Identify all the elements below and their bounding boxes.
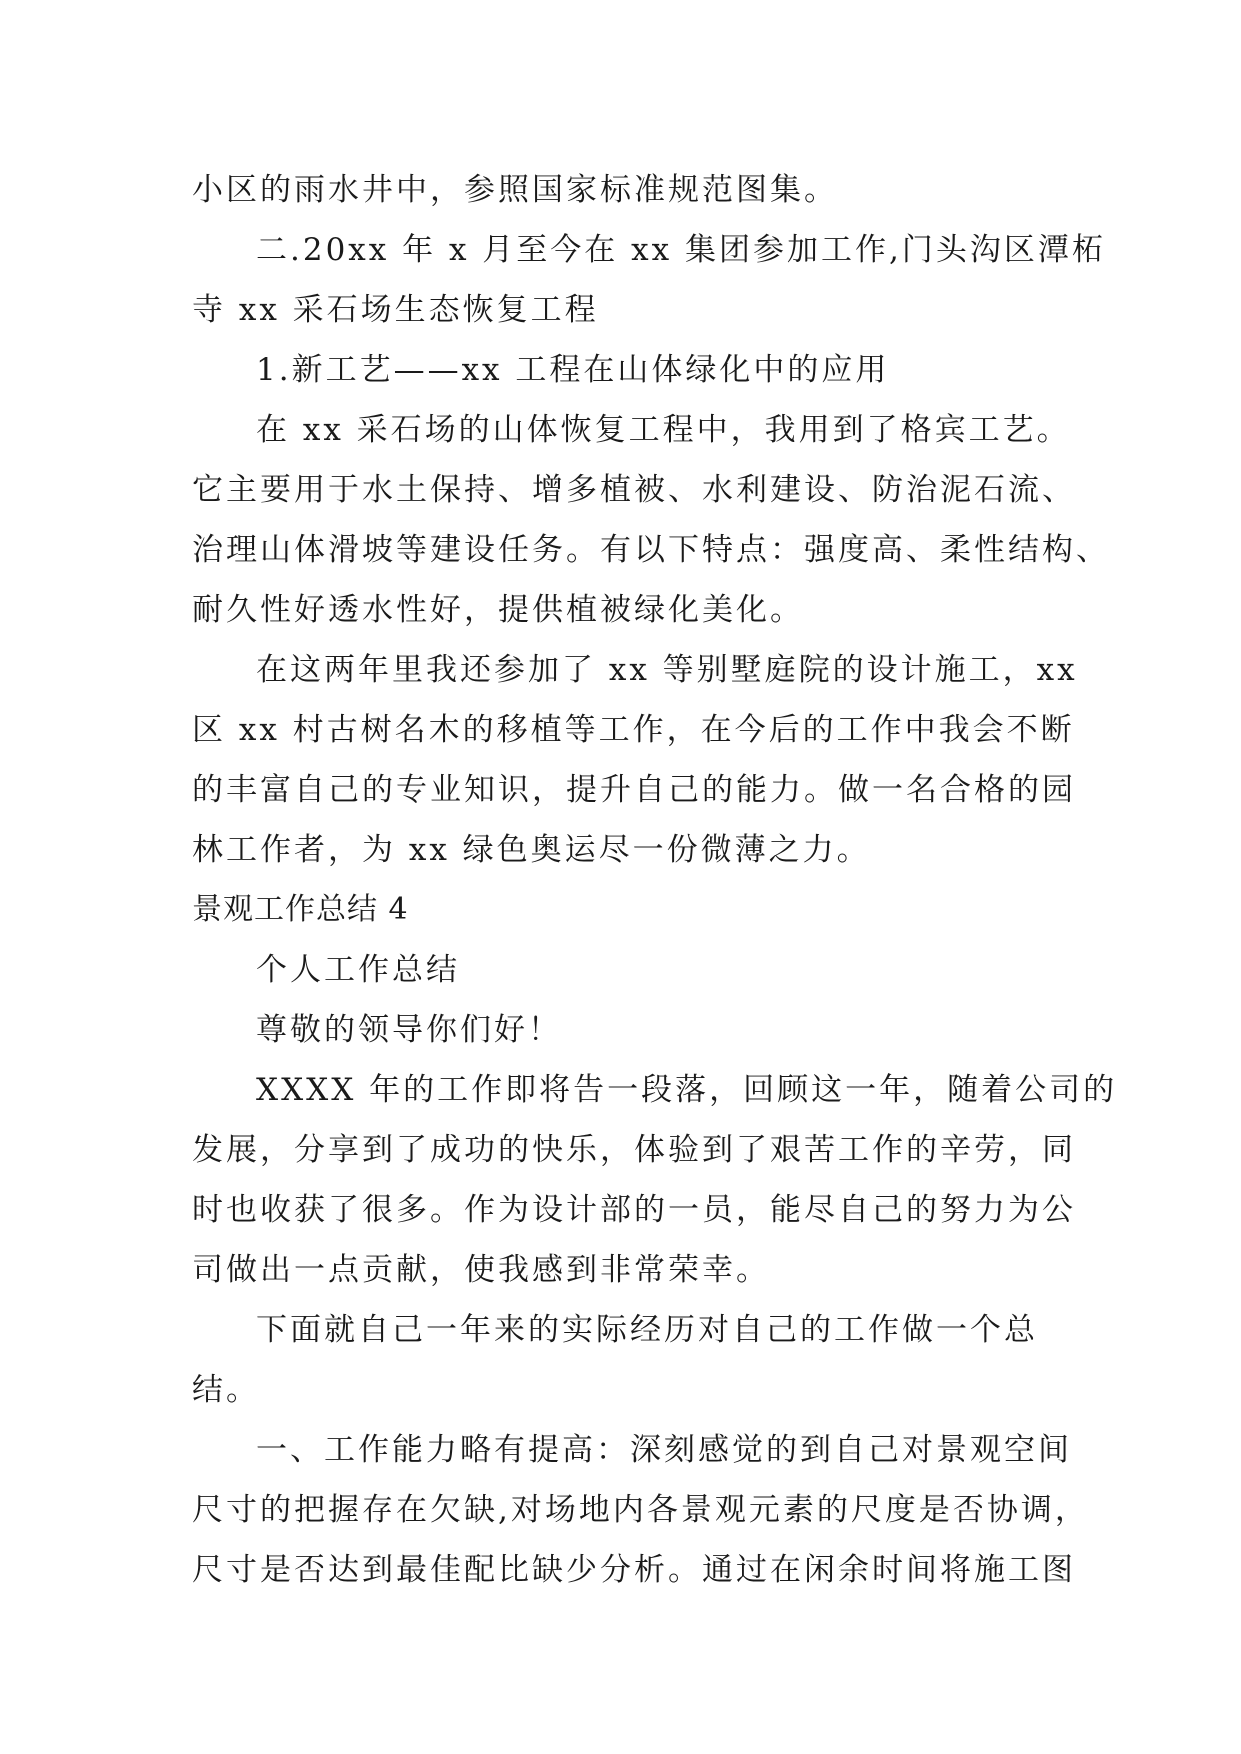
salutation: 尊敬的领导你们好！: [256, 1012, 562, 1048]
text-line: 一、工作能力略有提高：深刻感觉的到自己对景观空间: [256, 1432, 1072, 1468]
text-line: 在 xx 采石场的山体恢复工程中，我用到了格宾工艺。: [256, 412, 1071, 448]
text-line: 它主要用于水土保持、增多植被、水利建设、防治泥石流、: [192, 472, 1076, 508]
text-line: 林工作者，为 xx 绿色奥运尽一份微薄之力。: [192, 832, 871, 868]
text-line: 1.新工艺——xx 工程在山体绿化中的应用: [256, 352, 890, 388]
text-line: 尺寸是否达到最佳配比缺少分析。通过在闲余时间将施工图: [192, 1552, 1076, 1588]
text-line: 司做出一点贡献，使我感到非常荣幸。: [192, 1252, 770, 1288]
section-heading: 景观工作总结 4: [192, 892, 409, 927]
text-line: 尺寸的把握存在欠缺,对场地内各景观元素的尺度是否协调，: [192, 1492, 1089, 1528]
text-line: 寺 xx 采石场生态恢复工程: [192, 292, 599, 328]
text-line: 结。: [192, 1372, 260, 1408]
text-line: 耐久性好透水性好，提供植被绿化美化。: [192, 592, 804, 628]
text-line: 的丰富自己的专业知识，提升自己的能力。做一名合格的园: [192, 772, 1076, 808]
text-line: XXXX 年的工作即将告一段落，回顾这一年，随着公司的: [256, 1072, 1118, 1108]
text-line: 在这两年里我还参加了 xx 等别墅庭院的设计施工，xx: [256, 652, 1078, 688]
text-line: 二.20xx 年 x 月至今在 xx 集团参加工作,门头沟区潭柘: [256, 232, 1106, 268]
text-line: 小区的雨水井中，参照国家标准规范图集。: [192, 172, 838, 208]
text-line: 发展，分享到了成功的快乐，体验到了艰苦工作的辛劳，同: [192, 1132, 1076, 1168]
document-title: 个人工作总结: [256, 952, 460, 988]
text-line: 区 xx 村古树名木的移植等工作，在今后的工作中我会不断: [192, 712, 1075, 748]
text-line: 下面就自己一年来的实际经历对自己的工作做一个总: [256, 1312, 1038, 1348]
text-line: 时也收获了很多。作为设计部的一员，能尽自己的努力为公: [192, 1192, 1076, 1228]
document-body: [192, 160, 1118, 1600]
text-line: 治理山体滑坡等建设任务。有以下特点：强度高、柔性结构、: [192, 532, 1110, 568]
